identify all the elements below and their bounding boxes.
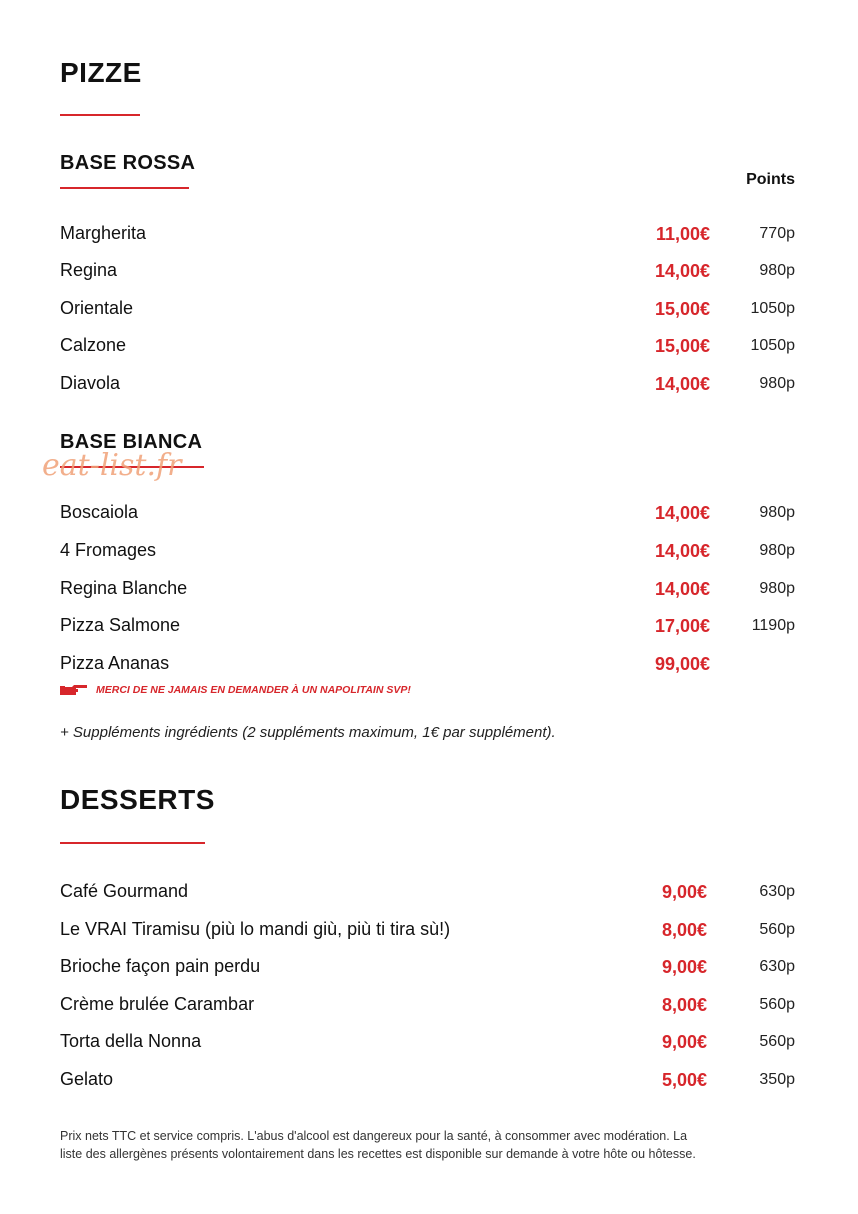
menu-item-points: 560p — [759, 921, 795, 938]
legal-footer — [60, 1127, 800, 1163]
menu-item-price: 5,00€ — [661, 1070, 707, 1090]
menu-item-name: Regina — [60, 260, 118, 280]
points-header: Points — [746, 171, 795, 188]
menu-item-points: 980p — [759, 262, 795, 279]
subsection-title-base-rossa: BASE ROSSA — [60, 152, 196, 174]
menu-item-price: 14,00€ — [654, 579, 710, 599]
section-title-desserts: DESSERTS — [60, 784, 215, 815]
menu-item-points: 630p — [759, 958, 795, 975]
menu-item-name: Torta della Nonna — [60, 1031, 202, 1051]
menu-item-name: Orientale — [60, 298, 134, 318]
menu-item-price: 9,00€ — [661, 957, 707, 977]
menu-item-name: Regina Blanche — [60, 578, 188, 598]
menu-item-price: 11,00€ — [655, 224, 710, 244]
menu-item-points: 980p — [759, 375, 795, 392]
menu-item-points: 980p — [759, 504, 795, 521]
subsection-title-base-bianca: BASE BIANCA — [60, 431, 203, 453]
menu-item-price: 14,00€ — [654, 503, 710, 523]
menu-item-points: 980p — [759, 542, 795, 559]
menu-item-name: Diavola — [60, 373, 121, 393]
menu-item-points: 770p — [759, 225, 795, 242]
menu-item-points: 560p — [759, 996, 795, 1013]
title-underline — [60, 842, 205, 844]
menu-item-price: 9,00€ — [661, 882, 707, 902]
section-title-pizze: PIZZE — [60, 57, 142, 88]
menu-item-price: 14,00€ — [654, 541, 710, 561]
menu-item-price: 17,00€ — [654, 616, 710, 636]
subsection-underline — [60, 187, 189, 189]
supplements-note: + Suppléments ingrédients (2 suppléments maximum, 1€ par supplément). — [60, 724, 556, 741]
menu-item-name: Margherita — [60, 223, 147, 243]
menu-item-points: 350p — [759, 1071, 795, 1088]
menu-item-name: Boscaiola — [60, 502, 139, 522]
footer-line: liste des allergènes présents volontairement dans les recettes est disponible sur demande à votre hôte ou hôtesse. — [60, 1147, 696, 1161]
menu-item-points: 560p — [759, 1033, 795, 1050]
menu-item-price: 15,00€ — [654, 336, 710, 356]
pointing-hand-icon — [60, 684, 88, 696]
menu-item-points: 1050p — [750, 337, 795, 354]
menu-item-price: 14,00€ — [654, 261, 710, 281]
menu-item-name: Gelato — [60, 1069, 114, 1089]
warning-text: MERCI DE NE JAMAIS EN DEMANDER À UN NAPOLITAIN SVP! — [96, 684, 411, 696]
menu-item-price: 8,00€ — [661, 995, 707, 1015]
footer-line: Prix nets TTC et service compris. L'abus d'alcool est dangereux pour la santé, à consommer avec modération. La — [60, 1129, 688, 1143]
menu-item-name: Calzone — [60, 335, 127, 355]
menu-item-name: 4 Fromages — [60, 540, 157, 560]
menu-item-price: 9,00€ — [661, 1032, 707, 1052]
menu-item-name: Pizza Salmone — [60, 615, 181, 635]
menu-item-points: 1190p — [751, 617, 795, 634]
menu-item-points: 980p — [759, 580, 795, 597]
menu-item-price: 8,00€ — [661, 920, 707, 940]
menu-item-name: Brioche façon pain perdu — [60, 956, 261, 976]
menu-item-price: 99,00€ — [654, 654, 710, 674]
watermark: eat-list.fr — [42, 448, 182, 483]
warning-note — [60, 684, 411, 696]
menu-item-name: Crème brulée Carambar — [60, 994, 255, 1014]
menu-item-points: 630p — [759, 883, 795, 900]
title-underline — [60, 114, 140, 116]
menu-item-price: 15,00€ — [654, 299, 710, 319]
menu-item-price: 14,00€ — [654, 374, 710, 394]
menu-item-name: Pizza Ananas — [60, 653, 170, 673]
menu-item-name: Café Gourmand — [60, 881, 189, 901]
menu-item-points: 1050p — [750, 300, 795, 317]
menu-item-name: Le VRAI Tiramisu (più lo mandi giù, più ti tira sù!) — [60, 919, 451, 939]
